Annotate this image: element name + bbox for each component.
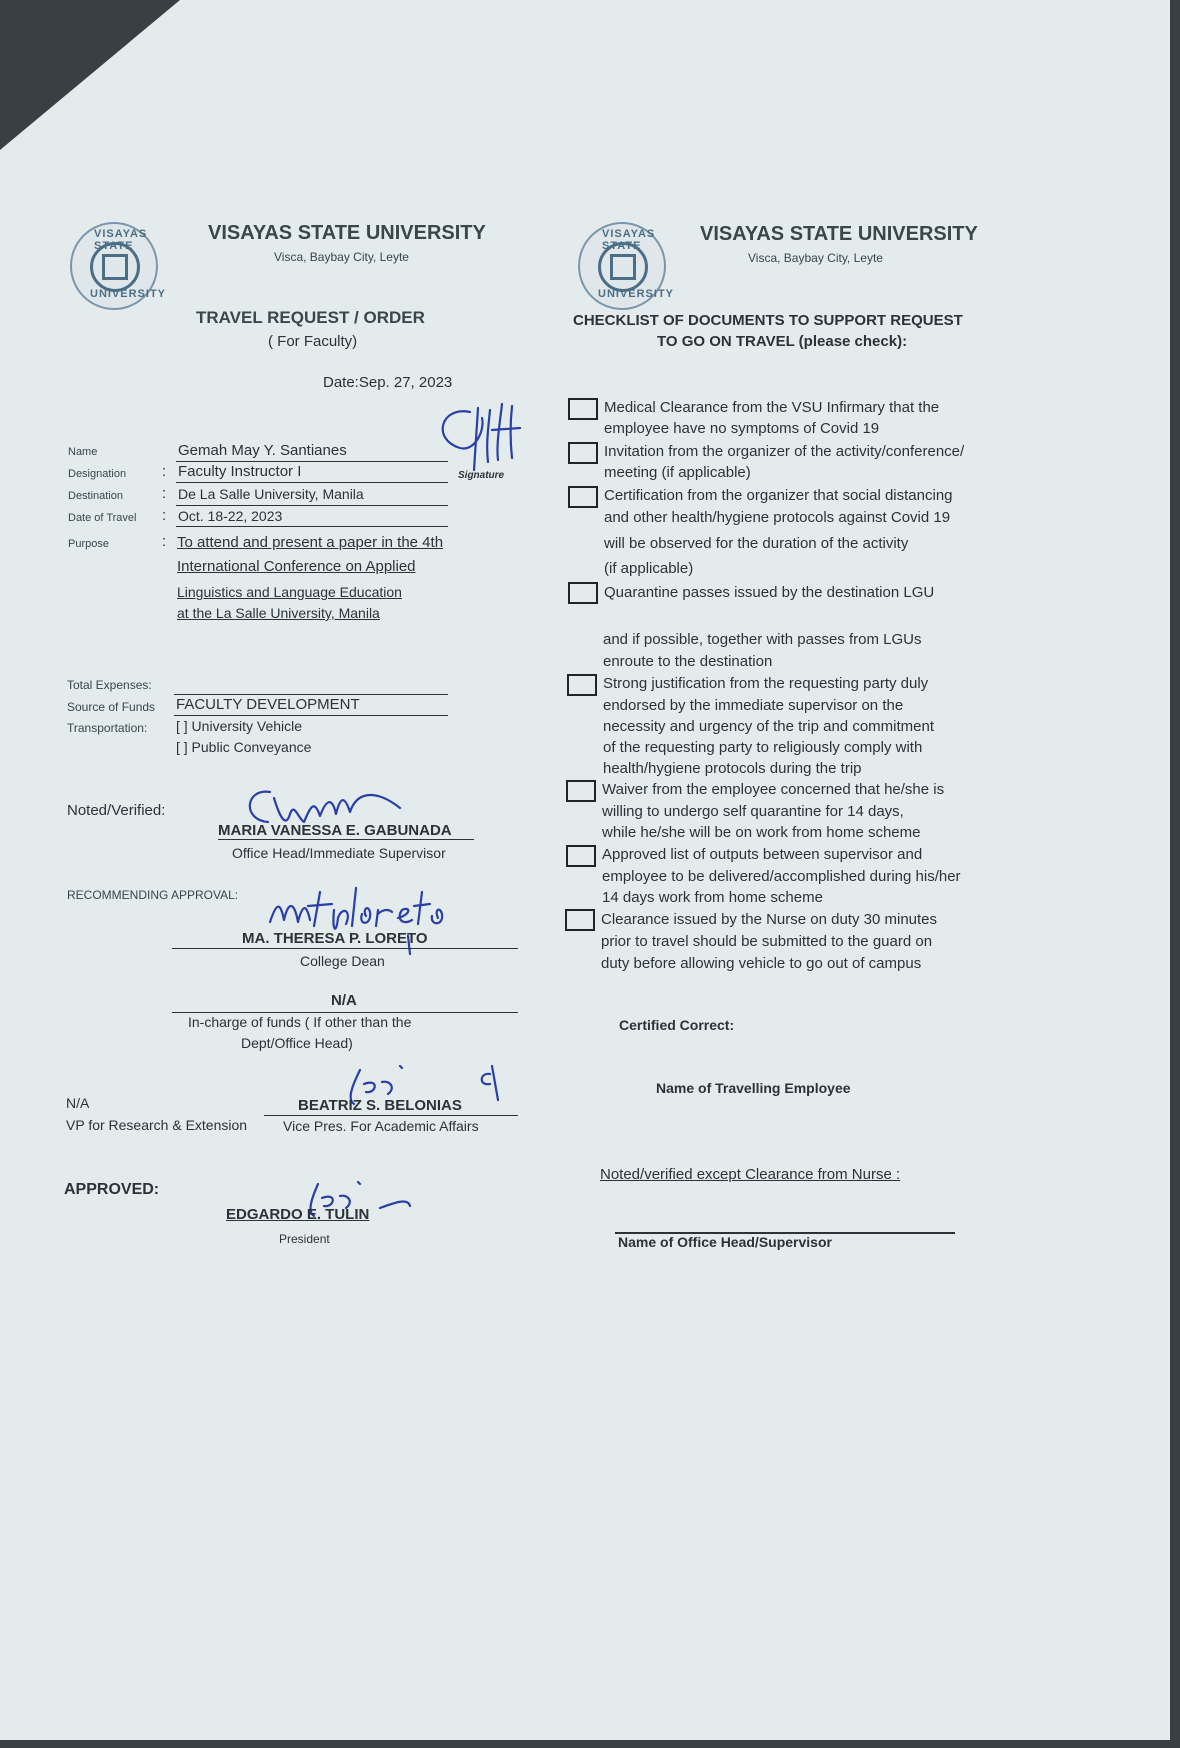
checkbox-strong-justification[interactable] [567,674,597,696]
checklist-item-text: Clearance issued by the Nurse on duty 30 minutes [601,911,938,928]
university-name-left: VISAYAS STATE UNIVERSITY [208,222,486,244]
funds-incharge-na: N/A [331,992,357,1009]
checklist-item-text: Approved list of outputs between supervisor and [602,846,923,863]
office-head-label: Name of Office Head/Supervisor [618,1234,832,1250]
university-address-left: Visca, Baybay City, Leyte [274,250,409,264]
dean-signature [262,870,462,965]
designation-value: Faculty Instructor I [178,463,302,480]
dean-name: MA. THERESA P. LORETO [242,930,428,947]
certified-correct-label: Certified Correct: [619,1017,735,1033]
university-seal-right: VISAYAS STATE UNIVERSITY [578,222,666,310]
purpose-line-4: at the La Salle University, Manila [177,605,380,621]
president-name: EDGARDO E. TULIN [226,1206,370,1223]
form-title: TRAVEL REQUEST / ORDER [196,308,425,327]
designation-label: Designation [68,468,127,480]
signature-label: Signature [458,470,505,481]
checkbox-certification[interactable] [568,486,598,508]
purpose-label: Purpose [68,538,109,550]
checklist-item-text: and if possible, together with passes from LGUs [603,631,922,648]
requester-signature [430,400,540,475]
checklist-item-text: Quarantine passes issued by the destination LGU [604,584,935,601]
checklist-item-text: Medical Clearance from the VSU Infirmary that the [604,399,940,416]
date-of-travel-label: Date of Travel [68,512,137,524]
university-name-right: VISAYAS STATE UNIVERSITY [700,223,978,245]
checklist-item-text: employee to be delivered/accomplished during his/her [602,868,961,885]
checklist-item-text: health/hygiene protocols during the trip [603,760,862,777]
request-date: Date:Sep. 27, 2023 [323,374,453,391]
checklist-item-text: necessity and urgency of the trip and commitment [603,718,934,735]
checklist-item-text: Invitation from the organizer of the activity/conference/ [604,443,965,460]
checkbox-nurse-clearance[interactable] [565,909,595,931]
checkbox-quarantine-passes[interactable] [568,582,598,604]
dean-title: College Dean [300,953,385,969]
checklist-item-text: 14 days work from home scheme [602,889,823,906]
colon: : [162,463,167,480]
colon: : [162,533,167,550]
checklist-item-text: of the requesting party to religiously comply with [603,739,923,756]
noted-except-label: Noted/verified except Clearance from Nurse : [600,1166,901,1183]
colon: : [162,507,167,524]
checklist-item-text: and other health/hygiene protocols against Covid 19 [604,509,951,526]
purpose-line-1: To attend and present a paper in the 4th [177,534,444,551]
funds-incharge-line-1: In-charge of funds ( If other than the [188,1014,412,1030]
vp-research-title: VP for Research & Extension [66,1117,248,1133]
checklist-item-text: endorsed by the immediate supervisor on the [603,697,904,714]
name-label: Name [68,446,98,458]
checklist-item-text: Strong justification from the requesting party duly [603,675,929,692]
source-of-funds-label: Source of Funds [67,700,156,714]
transport-university-vehicle: [ ] University Vehicle [176,718,303,734]
checklist-item-text: meeting (if applicable) [604,464,751,481]
purpose-line-3: Linguistics and Language Education [177,584,402,600]
checklist-item-text: will be observed for the duration of the activity [604,535,909,552]
checklist-item-text: prior to travel should be submitted to the guard on [601,933,933,950]
name-value: Gemah May Y. Santianes [178,442,347,459]
recommending-approval-label: RECOMMENDING APPROVAL: [67,888,239,902]
president-title: President [279,1232,330,1246]
total-expenses-label: Total Expenses: [67,678,152,692]
source-of-funds-value: FACULTY DEVELOPMENT [176,696,360,713]
checklist-item-text: while he/she will be on work from home scheme [602,824,921,841]
supervisor-title: Office Head/Immediate Supervisor [232,845,446,861]
checklist-item-text: employee have no symptoms of Covid 19 [604,420,880,437]
checkbox-medical-clearance[interactable] [568,398,598,420]
destination-value: De La Salle University, Manila [178,486,364,502]
checkbox-invitation[interactable] [568,442,598,464]
transport-public-conveyance: [ ] Public Conveyance [176,739,312,755]
travelling-employee-label: Name of Travelling Employee [656,1080,851,1096]
checklist-item-text: Certification from the organizer that social distancing [604,487,953,504]
transportation-label: Transportation: [67,721,148,735]
folded-corner [0,0,180,150]
destination-label: Destination [68,490,124,502]
form-subtitle: ( For Faculty) [268,333,358,350]
checklist-item-text: willing to undergo self quarantine for 14 days, [602,803,904,820]
supervisor-name: MARIA VANESSA E. GABUNADA [218,822,452,839]
checkbox-waiver[interactable] [566,780,596,802]
checklist-item-text: (if applicable) [604,560,694,577]
checkbox-approved-outputs[interactable] [566,845,596,867]
university-seal-left: VISAYAS STATE UNIVERSITY [70,222,158,310]
checklist-item-text: enroute to the destination [603,653,773,670]
funds-incharge-line-2: Dept/Office Head) [241,1035,353,1051]
purpose-line-2: International Conference on Applied [177,558,416,575]
date-of-travel-value: Oct. 18-22, 2023 [178,508,283,524]
checklist-item-text: duty before allowing vehicle to go out of campus [601,955,922,972]
vpaa-title: Vice Pres. For Academic Affairs [283,1118,479,1134]
vpaa-name: BEATRIZ S. BELONIAS [298,1097,462,1114]
approved-label: APPROVED: [64,1181,160,1198]
checklist-title-line-1: CHECKLIST OF DOCUMENTS TO SUPPORT REQUEST [573,312,963,329]
vp-research-na: N/A [66,1095,90,1111]
checklist-title-line-2: TO GO ON TRAVEL (please check): [657,333,908,350]
colon: : [162,485,167,502]
noted-verified-label: Noted/Verified: [67,802,166,819]
checklist-item-text: Waiver from the employee concerned that he/she is [602,781,945,798]
university-address-right: Visca, Baybay City, Leyte [748,251,883,265]
